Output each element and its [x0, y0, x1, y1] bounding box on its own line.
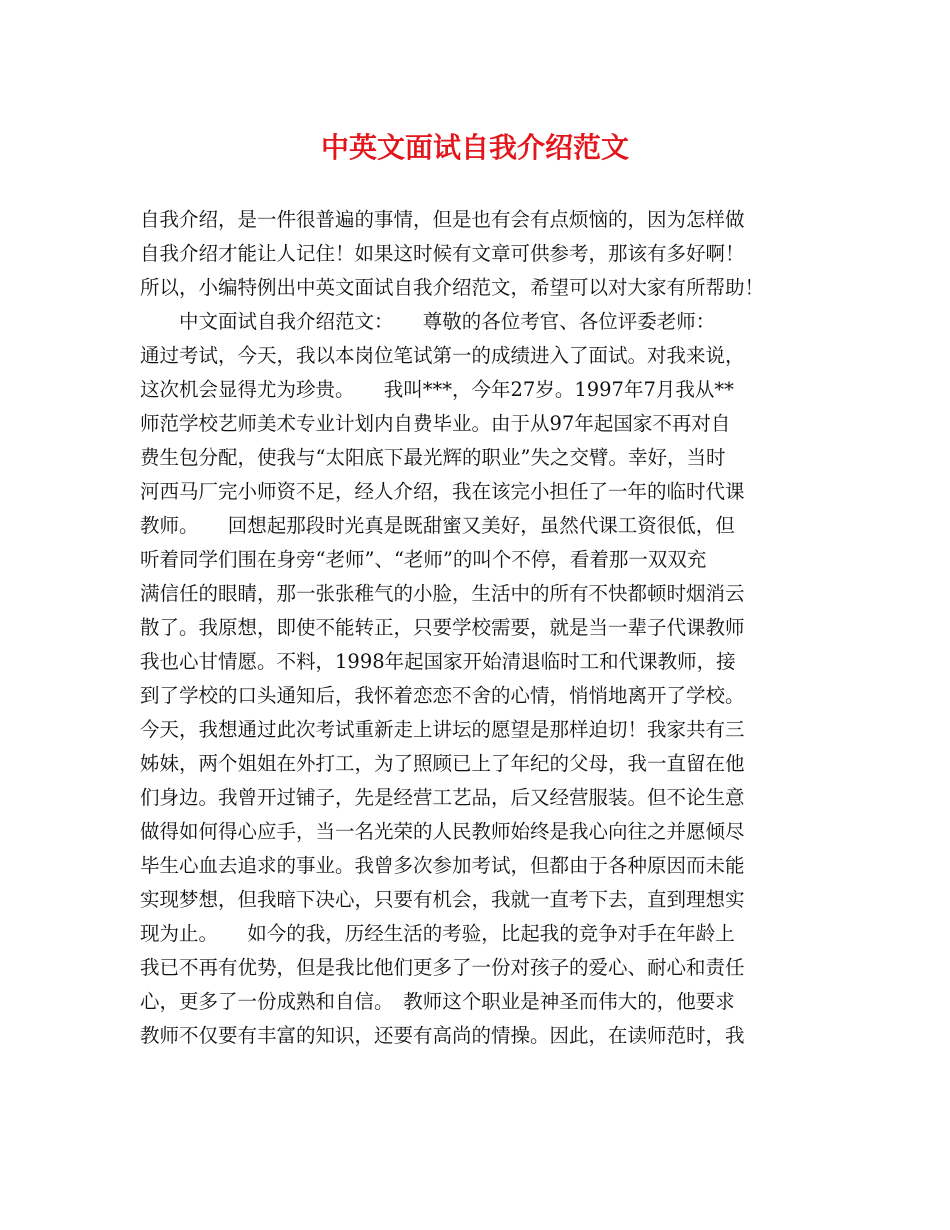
body-text-line: 做得如何得心应手，当一名光荣的人民教师始终是我心向往之并愿倾尽 — [140, 820, 745, 843]
body-text-line: 满信任的眼睛，那一张张稚气的小脸，生活中的所有不快都顿时烟消云 — [140, 582, 745, 605]
body-text-line: 费生包分配，使我与“太阳底下最光辉的职业”失之交臂。幸好，当时 — [140, 446, 726, 469]
body-text-line: 所以，小编特例出中英文面试自我介绍范文，希望可以对大家有所帮助！ — [140, 276, 765, 299]
body-text-line: 自我介绍才能让人记住！如果这时候有文章可供参考，那该有多好啊！ — [140, 242, 745, 265]
body-text-line: 姊妹，两个姐姐在外打工，为了照顾已上了年纪的父母，我一直留在他 — [140, 752, 745, 775]
body-text-line: 我也心甘情愿。不料，1998年起国家开始清退临时工和代课教师，接 — [140, 650, 736, 673]
body-text-line: 师范学校艺师美术专业计划内自费毕业。由于从97年起国家不再对自 — [140, 412, 731, 435]
body-text-line: 们身边。我曾开过铺子，先是经营工艺品，后又经营服装。但不论生意 — [140, 786, 745, 809]
body-text-line: 通过考试，今天，我以本岗位笔试第一的成绩进入了面试。对我来说， — [140, 344, 745, 367]
body-text-line: 现为止。 如今的我，历经生活的考验，比起我的竞争对手在年龄上 — [140, 922, 735, 945]
body-text-line: 这次机会显得尤为珍贵。 我叫***，今年27岁。1997年7月我从** — [140, 378, 734, 401]
body-text-line: 散了。我原想，即使不能转正，只要学校需要，就是当一辈子代课教师 — [140, 616, 745, 639]
body-text-line: 教师不仅要有丰富的知识，还要有高尚的情操。因此，在读师范时，我 — [140, 1024, 745, 1047]
body-text-line: 河西马厂完小师资不足，经人介绍，我在该完小担任了一年的临时代课 — [140, 480, 745, 503]
body-text-line: 毕生心血去追求的事业。我曾多次参加考试，但都由于各种原因而未能 — [140, 854, 745, 877]
body-text-line: 听着同学们围在身旁“老师”、“老师”的叫个不停，看着那一双双充 — [140, 548, 707, 571]
body-text-line: 中文面试自我介绍范文： 尊敬的各位考官、各位评委老师： — [140, 310, 716, 333]
page-title: 中英文面试自我介绍范文 — [320, 131, 629, 164]
body-text-line: 教师。 回想起那段时光真是既甜蜜又美好，虽然代课工资很低，但 — [140, 514, 735, 537]
body-text-line: 实现梦想，但我暗下决心，只要有机会，我就一直考下去，直到理想实 — [140, 888, 745, 911]
document-body — [140, 203, 820, 1053]
body-text-line: 今天，我想通过此次考试重新走上讲坛的愿望是那样迫切！我家共有三 — [140, 718, 745, 741]
body-text-line: 我已不再有优势，但是我比他们更多了一份对孩子的爱心、耐心和责任 — [140, 956, 745, 979]
body-text-line: 自我介绍，是一件很普遍的事情，但是也有会有点烦恼的，因为怎样做 — [140, 208, 745, 231]
body-text-line: 心，更多了一份成熟和自信。 教师这个职业是神圣而伟大的，他要求 — [140, 990, 735, 1013]
body-text-line: 到了学校的口头通知后，我怀着恋恋不舍的心情，悄悄地离开了学校。 — [140, 684, 745, 707]
